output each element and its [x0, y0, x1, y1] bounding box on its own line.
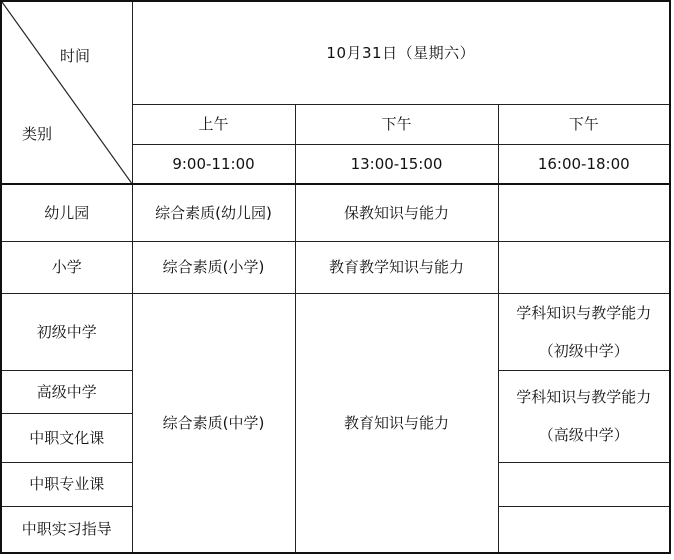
senior-high-subject-cell: [498, 370, 670, 462]
row-category: 初级中学: [1, 293, 132, 370]
period-afternoon-1: 下午: [295, 104, 498, 144]
row-cell: 综合素质(幼儿园): [132, 184, 295, 241]
row-category: 中职专业课: [1, 462, 132, 506]
row-cell: [498, 506, 670, 553]
period-morning: 上午: [132, 104, 295, 144]
subject-line-2: （高级中学）: [538, 426, 629, 444]
header-row-date: [1, 1, 670, 104]
subject-line-1: 学科知识与教学能力: [516, 303, 652, 322]
subject-line-1: 学科知识与教学能力: [516, 388, 652, 406]
subject-line-2: （初级中学）: [538, 341, 629, 360]
middle-school-education-knowledge: 教育知识与能力: [295, 293, 498, 553]
row-cell: [498, 462, 670, 506]
middle-school-general-quality: 综合素质(中学): [132, 293, 295, 553]
table-row: [1, 241, 670, 293]
time-afternoon-2: 16:00-18:00: [498, 144, 670, 184]
time-afternoon-1: 13:00-15:00: [295, 144, 498, 184]
diagonal-line: [2, 2, 132, 183]
period-afternoon-2: 下午: [498, 104, 670, 144]
table-row: [1, 293, 670, 370]
row-category: 中职实习指导: [1, 506, 132, 553]
diagonal-header-cell: [1, 1, 132, 184]
row-category: 小学: [1, 241, 132, 293]
row-category: 中职文化课: [1, 413, 132, 462]
row-cell: [498, 241, 670, 293]
time-morning: 9:00-11:00: [132, 144, 295, 184]
table-row: [1, 184, 670, 241]
time-label: 时间: [60, 47, 91, 65]
row-cell: 教育教学知识与能力: [295, 241, 498, 293]
row-cell: 保教知识与能力: [295, 184, 498, 241]
row-cell: [498, 184, 670, 241]
row-cell: 综合素质(小学): [132, 241, 295, 293]
date-header: 10月31日（星期六）: [132, 1, 670, 104]
category-label: 类别: [22, 125, 53, 143]
junior-high-subject-cell: [498, 293, 670, 370]
row-category: 高级中学: [1, 370, 132, 413]
row-category: 幼儿园: [1, 184, 132, 241]
